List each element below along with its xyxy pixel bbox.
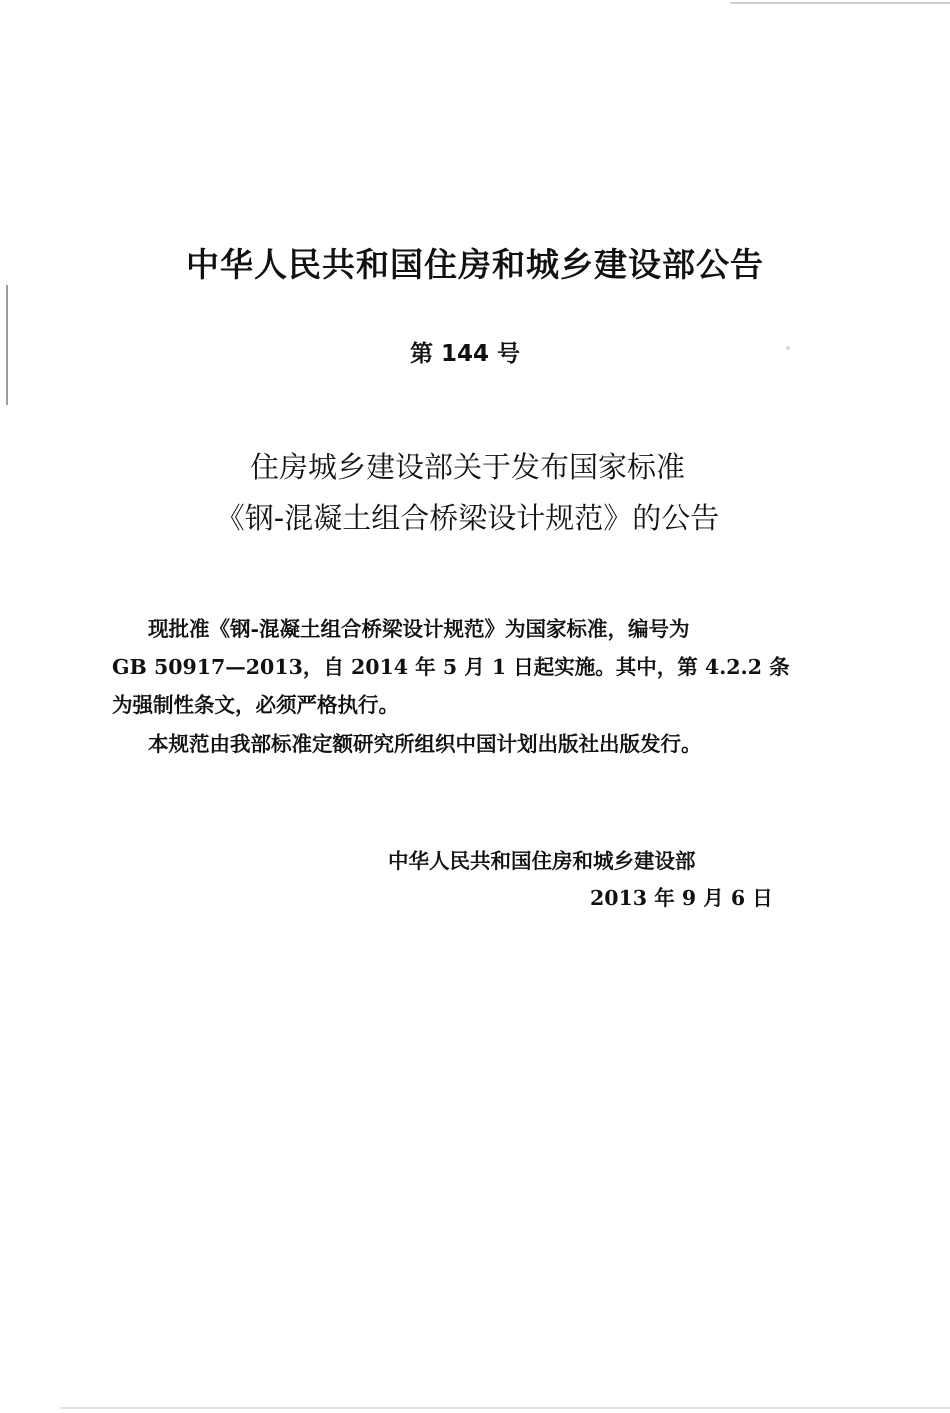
announcement-subtitle-line-1: 住房城乡建设部关于发布国家标准 [249, 450, 685, 484]
signature-date: 2013 年 9 月 6 日 [590, 886, 773, 910]
announcement-number: 第 144 号 [409, 341, 521, 367]
body-paragraph-1-line-1: 现批准《钢-混凝土组合桥梁设计规范》为国家标准，编号为 [148, 617, 690, 641]
body-paragraph-1-line-3: 为强制性条文，必须严格执行。 [112, 693, 399, 717]
signature-issuer: 中华人民共和国住房和城乡建设部 [388, 849, 696, 873]
body-paragraph-1-line-2: GB 50917—2013，自 2014 年 5 月 1 日起实施。其中，第 4.2.2 条 [112, 655, 790, 679]
scan-top-edge [730, 2, 950, 4]
announcement-subtitle-line-2: 《钢-混凝土组合桥梁设计规范》的公告 [215, 501, 720, 535]
announcement-title: 中华人民共和国住房和城乡建设部公告 [186, 245, 764, 284]
scan-bottom-edge [60, 1407, 950, 1409]
body-paragraph-2: 本规范由我部标准定额研究所组织中国计划出版社出版发行。 [148, 732, 702, 756]
